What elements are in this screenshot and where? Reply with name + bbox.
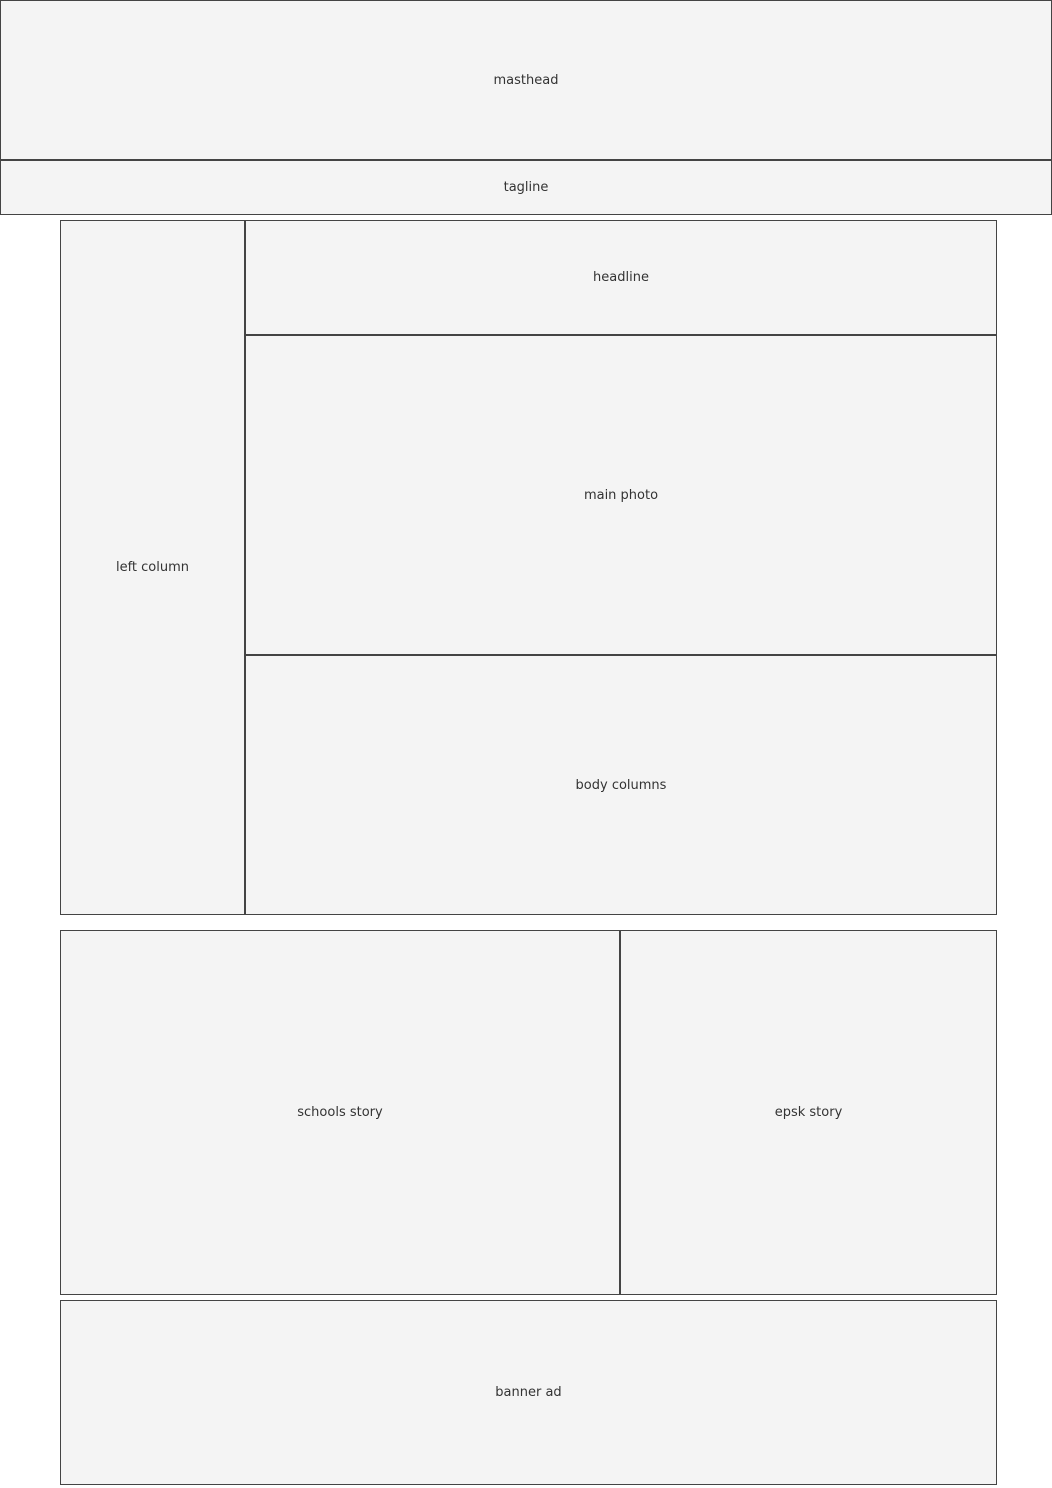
masthead: masthead	[0, 0, 1052, 160]
schools-story: schools story	[60, 930, 620, 1295]
tagline: tagline	[0, 160, 1052, 215]
epsk-story: epsk story	[620, 930, 997, 1295]
body-columns: body columns	[245, 655, 997, 915]
banner-ad: banner ad	[60, 1300, 997, 1485]
left-column: left column	[60, 220, 245, 915]
main-photo: main photo	[245, 335, 997, 655]
headline: headline	[245, 220, 997, 335]
